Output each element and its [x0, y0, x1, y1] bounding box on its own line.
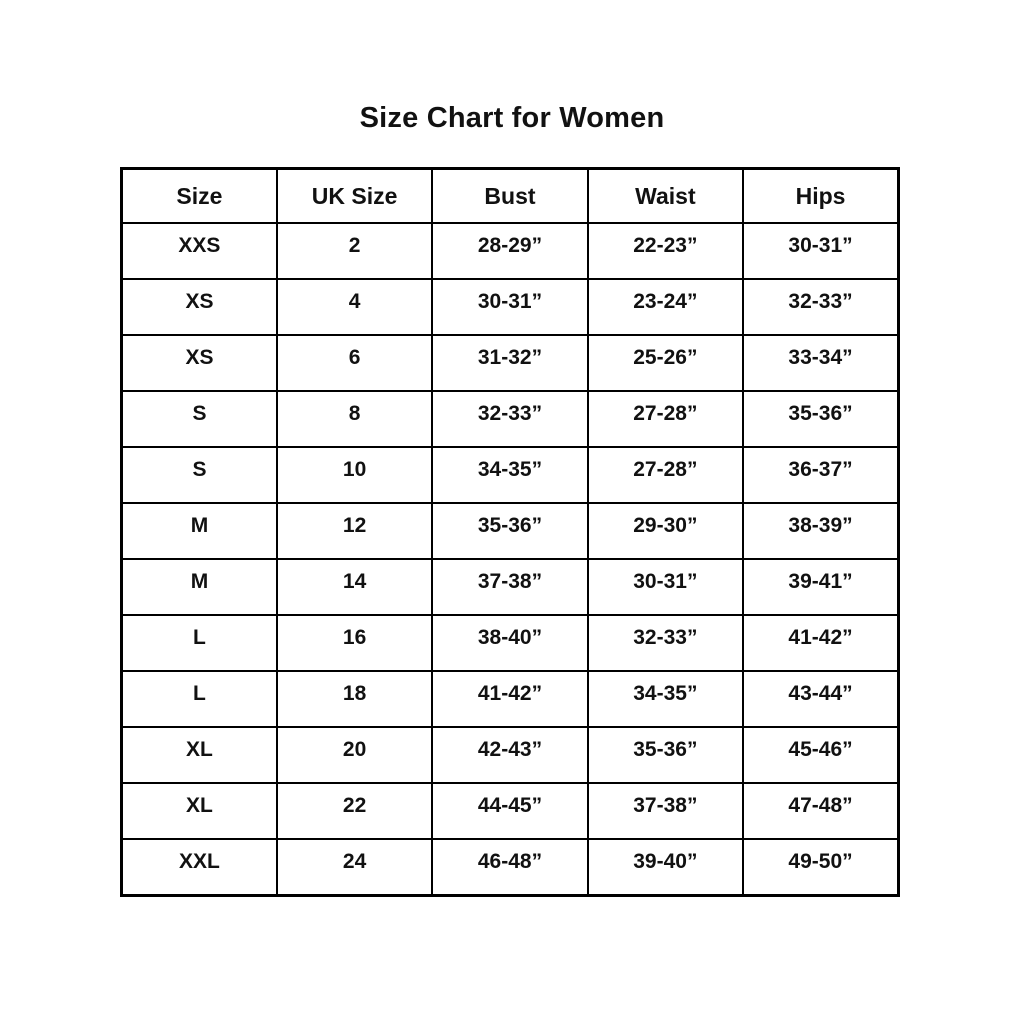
table-cell: 6 — [277, 335, 432, 391]
table-cell: 22-23” — [588, 223, 743, 279]
table-cell: L — [122, 615, 277, 671]
table-cell: 34-35” — [432, 447, 587, 503]
table-cell: 29-30” — [588, 503, 743, 559]
table-cell: 44-45” — [432, 783, 587, 839]
table-cell: 12 — [277, 503, 432, 559]
table-cell: 20 — [277, 727, 432, 783]
page-title: Size Chart for Women — [359, 102, 665, 134]
table-cell: 8 — [277, 391, 432, 447]
table-cell: S — [122, 391, 277, 447]
table-cell: 45-46” — [743, 727, 898, 783]
table-cell: S — [122, 447, 277, 503]
table-cell: 31-32” — [432, 335, 587, 391]
table-row — [122, 503, 899, 559]
column-header: Bust — [432, 169, 587, 224]
table-cell: 25-26” — [588, 335, 743, 391]
table-cell: 35-36” — [743, 391, 898, 447]
table-row — [122, 615, 899, 671]
table-row — [122, 335, 899, 391]
table-cell: 10 — [277, 447, 432, 503]
table-cell: 27-28” — [588, 447, 743, 503]
table-cell: 41-42” — [743, 615, 898, 671]
table-cell: XS — [122, 279, 277, 335]
table-cell: 34-35” — [588, 671, 743, 727]
table-cell: 27-28” — [588, 391, 743, 447]
table-cell: 38-39” — [743, 503, 898, 559]
table-row — [122, 559, 899, 615]
table-row — [122, 447, 899, 503]
table-cell: 37-38” — [588, 783, 743, 839]
table-cell: 39-40” — [588, 839, 743, 896]
table-cell: 33-34” — [743, 335, 898, 391]
table-cell: 36-37” — [743, 447, 898, 503]
table-row — [122, 391, 899, 447]
table-cell: XXS — [122, 223, 277, 279]
header-row — [122, 169, 899, 224]
table-cell: 32-33” — [432, 391, 587, 447]
table-header — [122, 169, 899, 224]
column-header: UK Size — [277, 169, 432, 224]
table-cell: 28-29” — [432, 223, 587, 279]
column-header: Size — [122, 169, 277, 224]
table-cell: 38-40” — [432, 615, 587, 671]
table-cell: 46-48” — [432, 839, 587, 896]
table-cell: M — [122, 559, 277, 615]
table-cell: 32-33” — [743, 279, 898, 335]
table-cell: 16 — [277, 615, 432, 671]
table-row — [122, 839, 899, 896]
size-chart-table — [120, 167, 900, 897]
table-cell: 4 — [277, 279, 432, 335]
table-row — [122, 727, 899, 783]
table-cell: 35-36” — [432, 503, 587, 559]
table-cell: 30-31” — [432, 279, 587, 335]
table-cell: 42-43” — [432, 727, 587, 783]
table-cell: 35-36” — [588, 727, 743, 783]
table-cell: 32-33” — [588, 615, 743, 671]
table-cell: 2 — [277, 223, 432, 279]
table-cell: XS — [122, 335, 277, 391]
table-row — [122, 671, 899, 727]
table-cell: 49-50” — [743, 839, 898, 896]
table-cell: L — [122, 671, 277, 727]
table-cell: 23-24” — [588, 279, 743, 335]
table-row — [122, 223, 899, 279]
table-cell: 30-31” — [588, 559, 743, 615]
table-row — [122, 279, 899, 335]
table-cell: XL — [122, 783, 277, 839]
table-cell: 41-42” — [432, 671, 587, 727]
table-cell: 30-31” — [743, 223, 898, 279]
table-cell: 47-48” — [743, 783, 898, 839]
table-cell: 18 — [277, 671, 432, 727]
table-cell: 14 — [277, 559, 432, 615]
column-header: Waist — [588, 169, 743, 224]
column-header: Hips — [743, 169, 898, 224]
table-cell: XXL — [122, 839, 277, 896]
table-cell: XL — [122, 727, 277, 783]
table-cell: M — [122, 503, 277, 559]
table-cell: 43-44” — [743, 671, 898, 727]
table-body — [122, 223, 899, 896]
table-cell: 37-38” — [432, 559, 587, 615]
table-cell: 39-41” — [743, 559, 898, 615]
table-cell: 22 — [277, 783, 432, 839]
table-row — [122, 783, 899, 839]
table-cell: 24 — [277, 839, 432, 896]
